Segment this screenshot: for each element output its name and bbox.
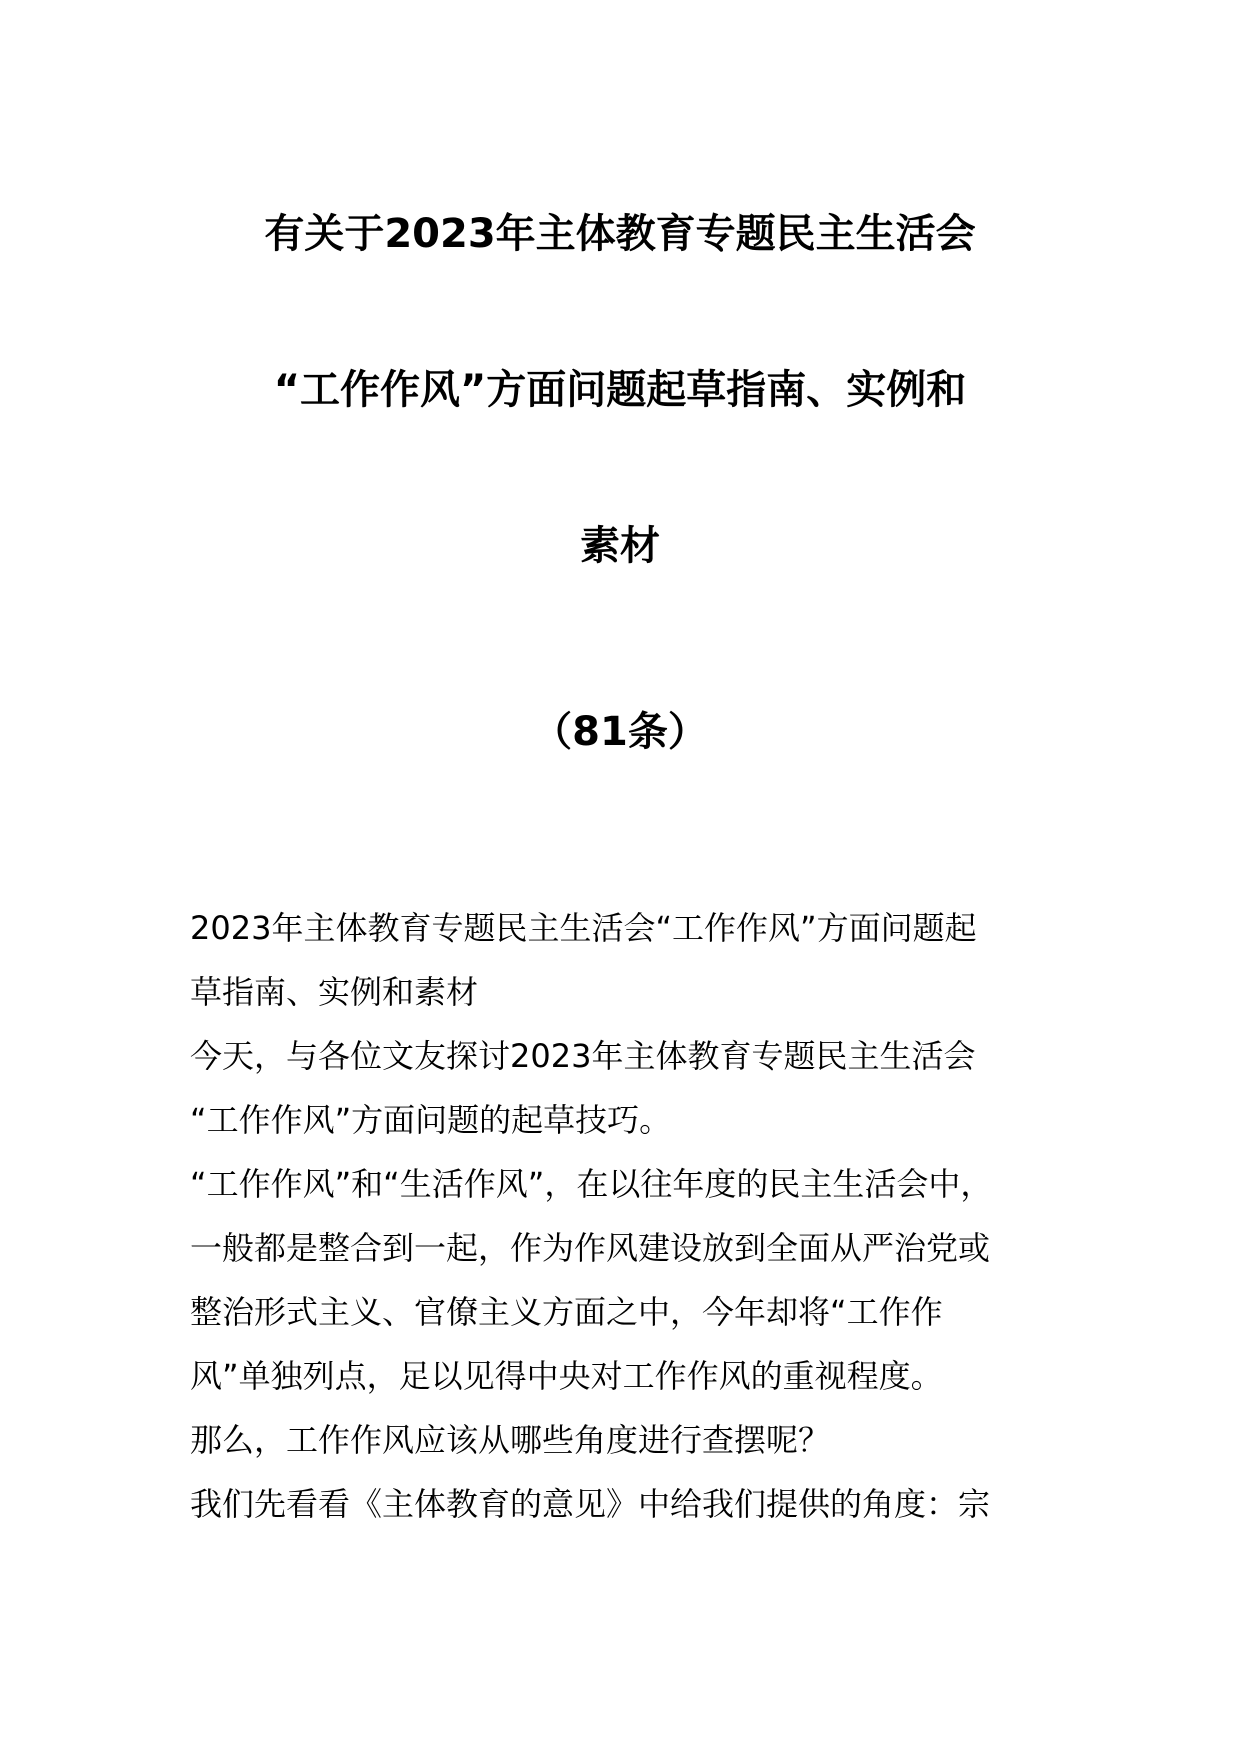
body-line: 我们先看看《主体教育的意见》中给我们提供的角度：宗	[190, 1485, 991, 1523]
body-line: “工作作风”和“生活作风”，在以往年度的民主生活会中，	[190, 1165, 993, 1203]
item-count-label: （81条）	[532, 709, 708, 755]
body-line: 风”单独列点，足以见得中央对工作作风的重视程度。	[190, 1357, 943, 1395]
document-title-line-3: 素材	[580, 523, 660, 569]
body-line: 今天，与各位文友探讨2023年主体教育专题民主生活会	[190, 1037, 976, 1075]
document-body	[190, 896, 1090, 1536]
body-line: 整治形式主义、官僚主义方面之中，今年却将“工作作	[190, 1293, 943, 1331]
body-line: 草指南、实例和素材	[190, 973, 479, 1011]
body-line: 那么，工作作风应该从哪些角度进行查摆呢？	[190, 1421, 831, 1459]
body-line: 2023年主体教育专题民主生活会“工作作风”方面问题起	[190, 909, 977, 947]
body-line: “工作作风”方面问题的起草技巧。	[190, 1101, 672, 1139]
body-line: 一般都是整合到一起，作为作风建设放到全面从严治党或	[190, 1229, 991, 1267]
document-title-line-1: 有关于2023年主体教育专题民主生活会	[264, 211, 976, 257]
document-title-line-2: “工作作风”方面问题起草指南、实例和	[273, 367, 967, 413]
